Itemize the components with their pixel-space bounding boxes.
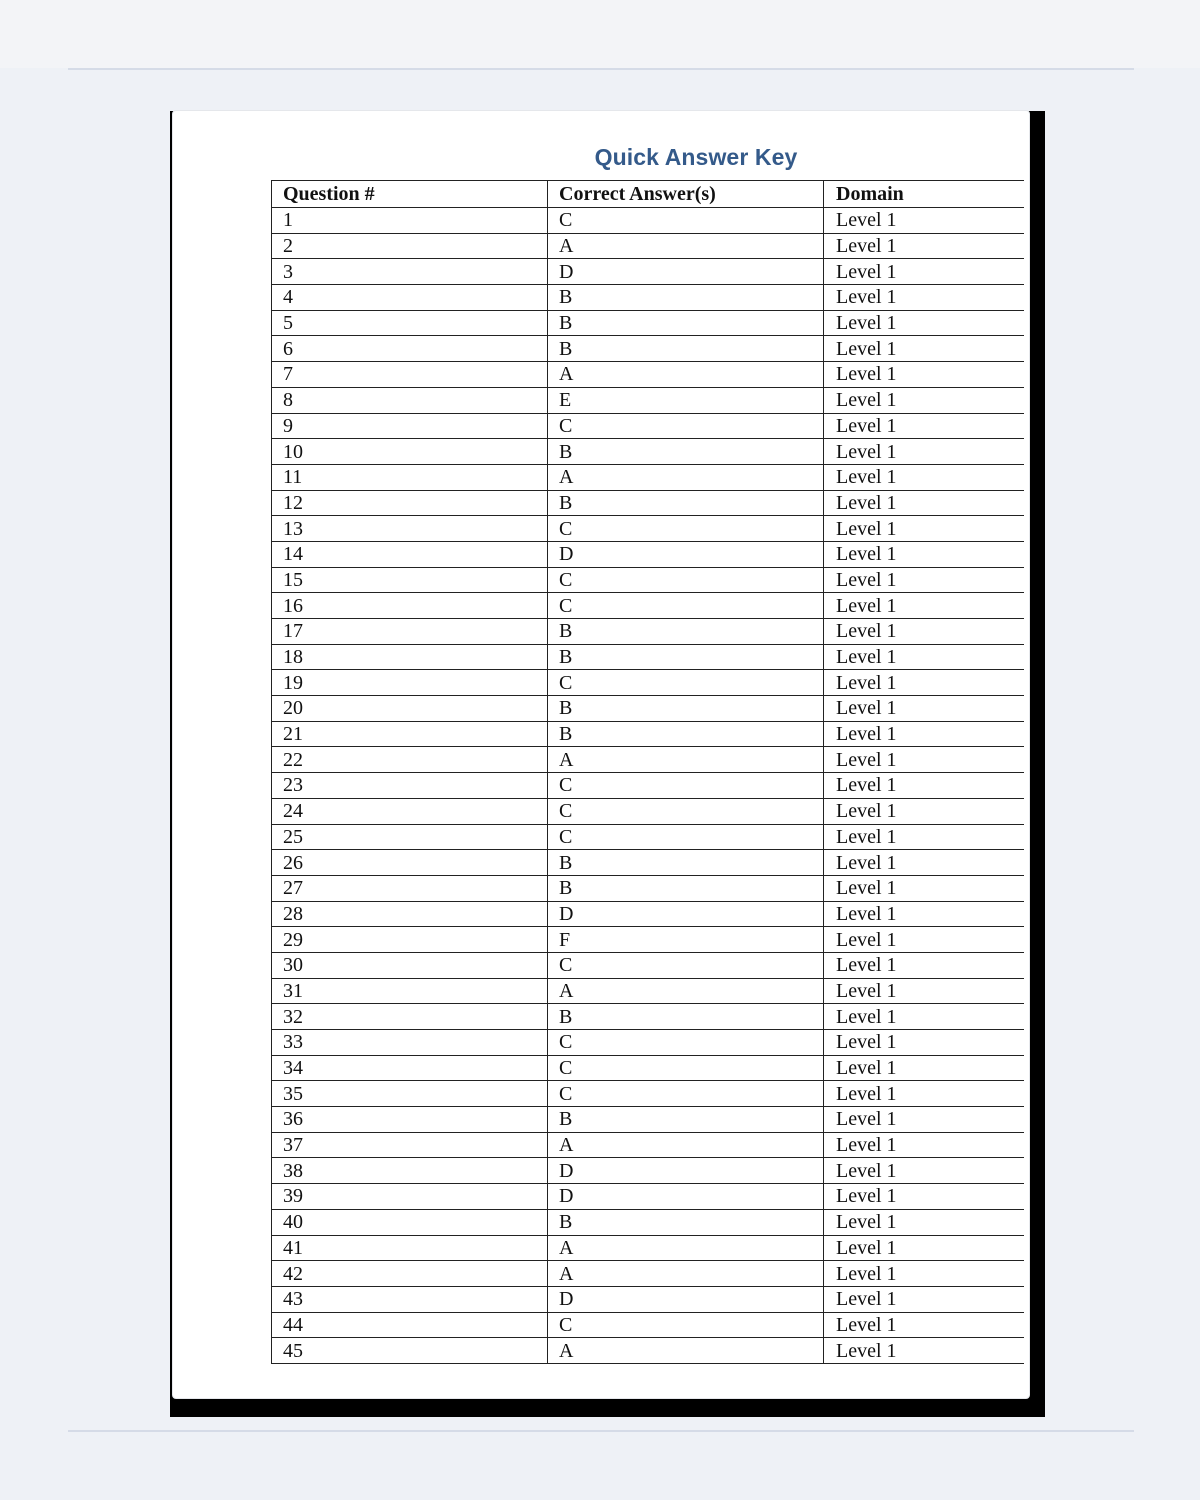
- table-row: [272, 798, 1024, 824]
- question-number-cell: 24: [272, 798, 548, 824]
- domain-cell: Level 1: [824, 1081, 1024, 1107]
- table-row: [272, 285, 1024, 311]
- correct-answer-cell: A: [548, 362, 824, 388]
- correct-answer-cell: A: [548, 978, 824, 1004]
- table-row: [272, 901, 1024, 927]
- question-number-cell: 40: [272, 1209, 548, 1235]
- domain-cell: Level 1: [824, 259, 1024, 285]
- domain-cell: Level 1: [824, 1209, 1024, 1235]
- table-row: [272, 1338, 1024, 1364]
- correct-answer-cell: B: [548, 439, 824, 465]
- question-number-cell: 6: [272, 336, 548, 362]
- correct-answer-cell: A: [548, 1338, 824, 1364]
- question-number-cell: 28: [272, 901, 548, 927]
- domain-cell: Level 1: [824, 670, 1024, 696]
- domain-cell: Level 1: [824, 747, 1024, 773]
- correct-answer-cell: C: [548, 1081, 824, 1107]
- question-number-cell: 10: [272, 439, 548, 465]
- correct-answer-cell: B: [548, 696, 824, 722]
- question-number-cell: 43: [272, 1286, 548, 1312]
- viewer-top-divider: [68, 68, 1134, 70]
- question-number-cell: 29: [272, 927, 548, 953]
- domain-cell: Level 1: [824, 1030, 1024, 1056]
- domain-cell: Level 1: [824, 952, 1024, 978]
- table-row: [272, 1055, 1024, 1081]
- table-row: [272, 1158, 1024, 1184]
- question-number-cell: 37: [272, 1132, 548, 1158]
- table-row: [272, 978, 1024, 1004]
- question-number-cell: 11: [272, 464, 548, 490]
- correct-answer-cell: A: [548, 1132, 824, 1158]
- table-row: [272, 619, 1024, 645]
- question-number-cell: 2: [272, 233, 548, 259]
- domain-cell: Level 1: [824, 1286, 1024, 1312]
- domain-cell: Level 1: [824, 1184, 1024, 1210]
- document-title: Quick Answer Key: [594, 144, 798, 170]
- correct-answer-cell: B: [548, 1107, 824, 1133]
- question-number-cell: 36: [272, 1107, 548, 1133]
- domain-cell: Level 1: [824, 1235, 1024, 1261]
- table-row: [272, 875, 1024, 901]
- correct-answer-cell: C: [548, 824, 824, 850]
- domain-cell: Level 1: [824, 1132, 1024, 1158]
- question-number-cell: 42: [272, 1261, 548, 1287]
- correct-answer-cell: D: [548, 541, 824, 567]
- correct-answer-cell: D: [548, 259, 824, 285]
- question-number-cell: 32: [272, 1004, 548, 1030]
- table-row: [272, 644, 1024, 670]
- correct-answer-cell: B: [548, 310, 824, 336]
- question-number-cell: 30: [272, 952, 548, 978]
- domain-cell: Level 1: [824, 541, 1024, 567]
- domain-cell: Level 1: [824, 208, 1024, 234]
- table-row: [272, 1081, 1024, 1107]
- domain-cell: Level 1: [824, 1158, 1024, 1184]
- correct-answer-cell: B: [548, 850, 824, 876]
- table-row: [272, 387, 1024, 413]
- question-number-cell: 13: [272, 516, 548, 542]
- question-number-cell: 39: [272, 1184, 548, 1210]
- correct-answer-cell: B: [548, 644, 824, 670]
- table-row: [272, 1132, 1024, 1158]
- correct-answer-cell: C: [548, 1312, 824, 1338]
- table-row: [272, 696, 1024, 722]
- domain-cell: Level 1: [824, 413, 1024, 439]
- correct-answer-cell: B: [548, 490, 824, 516]
- table-row: [272, 1184, 1024, 1210]
- correct-answer-cell: A: [548, 1235, 824, 1261]
- column-header-domain: Domain: [824, 181, 1024, 208]
- table-row: [272, 1030, 1024, 1056]
- question-number-cell: 8: [272, 387, 548, 413]
- domain-cell: Level 1: [824, 233, 1024, 259]
- domain-cell: Level 1: [824, 798, 1024, 824]
- correct-answer-cell: C: [548, 567, 824, 593]
- domain-cell: Level 1: [824, 1312, 1024, 1338]
- correct-answer-cell: C: [548, 413, 824, 439]
- question-number-cell: 33: [272, 1030, 548, 1056]
- question-number-cell: 34: [272, 1055, 548, 1081]
- domain-cell: Level 1: [824, 490, 1024, 516]
- domain-cell: Level 1: [824, 1338, 1024, 1364]
- table-row: [272, 1235, 1024, 1261]
- question-number-cell: 16: [272, 593, 548, 619]
- table-header-row: [272, 181, 1024, 208]
- question-number-cell: 1: [272, 208, 548, 234]
- correct-answer-cell: F: [548, 927, 824, 953]
- viewer-top-band: [0, 0, 1200, 68]
- domain-cell: Level 1: [824, 567, 1024, 593]
- question-number-cell: 4: [272, 285, 548, 311]
- table-row: [272, 593, 1024, 619]
- domain-cell: Level 1: [824, 978, 1024, 1004]
- correct-answer-cell: C: [548, 1030, 824, 1056]
- correct-answer-cell: C: [548, 798, 824, 824]
- table-row: [272, 464, 1024, 490]
- viewer-bottom-divider: [68, 1430, 1134, 1432]
- question-number-cell: 38: [272, 1158, 548, 1184]
- question-number-cell: 3: [272, 259, 548, 285]
- column-header-question: Question #: [272, 181, 548, 208]
- table-row: [272, 490, 1024, 516]
- table-row: [272, 747, 1024, 773]
- table-row: [272, 541, 1024, 567]
- question-number-cell: 17: [272, 619, 548, 645]
- question-number-cell: 20: [272, 696, 548, 722]
- question-number-cell: 7: [272, 362, 548, 388]
- table-row: [272, 927, 1024, 953]
- correct-answer-cell: B: [548, 336, 824, 362]
- correct-answer-cell: B: [548, 721, 824, 747]
- correct-answer-cell: A: [548, 464, 824, 490]
- correct-answer-cell: B: [548, 619, 824, 645]
- question-number-cell: 9: [272, 413, 548, 439]
- correct-answer-cell: C: [548, 593, 824, 619]
- domain-cell: Level 1: [824, 619, 1024, 645]
- correct-answer-cell: C: [548, 1055, 824, 1081]
- domain-cell: Level 1: [824, 1055, 1024, 1081]
- question-number-cell: 31: [272, 978, 548, 1004]
- question-number-cell: 5: [272, 310, 548, 336]
- table-row: [272, 1107, 1024, 1133]
- domain-cell: Level 1: [824, 644, 1024, 670]
- question-number-cell: 27: [272, 875, 548, 901]
- table-row: [272, 362, 1024, 388]
- question-number-cell: 45: [272, 1338, 548, 1364]
- table-row: [272, 1312, 1024, 1338]
- question-number-cell: 12: [272, 490, 548, 516]
- correct-answer-cell: D: [548, 901, 824, 927]
- correct-answer-cell: C: [548, 773, 824, 799]
- table-row: [272, 670, 1024, 696]
- question-number-cell: 22: [272, 747, 548, 773]
- question-number-cell: 18: [272, 644, 548, 670]
- correct-answer-cell: A: [548, 233, 824, 259]
- table-row: [272, 1209, 1024, 1235]
- question-number-cell: 21: [272, 721, 548, 747]
- domain-cell: Level 1: [824, 1107, 1024, 1133]
- table-row: [272, 208, 1024, 234]
- domain-cell: Level 1: [824, 464, 1024, 490]
- table-row: [272, 824, 1024, 850]
- domain-cell: Level 1: [824, 285, 1024, 311]
- correct-answer-cell: B: [548, 875, 824, 901]
- table-row: [272, 1004, 1024, 1030]
- document-page: [172, 110, 1030, 1399]
- correct-answer-cell: C: [548, 516, 824, 542]
- question-number-cell: 44: [272, 1312, 548, 1338]
- question-number-cell: 14: [272, 541, 548, 567]
- table-row: [272, 773, 1024, 799]
- domain-cell: Level 1: [824, 901, 1024, 927]
- correct-answer-cell: B: [548, 285, 824, 311]
- question-number-cell: 19: [272, 670, 548, 696]
- table-row: [272, 233, 1024, 259]
- table-row: [272, 1261, 1024, 1287]
- correct-answer-cell: D: [548, 1286, 824, 1312]
- correct-answer-cell: C: [548, 670, 824, 696]
- table-row: [272, 336, 1024, 362]
- domain-cell: Level 1: [824, 310, 1024, 336]
- correct-answer-cell: C: [548, 208, 824, 234]
- domain-cell: Level 1: [824, 927, 1024, 953]
- domain-cell: Level 1: [824, 387, 1024, 413]
- correct-answer-cell: E: [548, 387, 824, 413]
- domain-cell: Level 1: [824, 336, 1024, 362]
- correct-answer-cell: D: [548, 1184, 824, 1210]
- column-header-correct-answer: Correct Answer(s): [548, 181, 824, 208]
- domain-cell: Level 1: [824, 850, 1024, 876]
- question-number-cell: 15: [272, 567, 548, 593]
- domain-cell: Level 1: [824, 721, 1024, 747]
- question-number-cell: 41: [272, 1235, 548, 1261]
- answer-key-body: [272, 208, 1024, 1364]
- table-row: [272, 1286, 1024, 1312]
- table-row: [272, 850, 1024, 876]
- table-row: [272, 310, 1024, 336]
- table-row: [272, 721, 1024, 747]
- table-row: [272, 516, 1024, 542]
- domain-cell: Level 1: [824, 593, 1024, 619]
- correct-answer-cell: D: [548, 1158, 824, 1184]
- table-row: [272, 413, 1024, 439]
- answer-key-table: [271, 180, 1024, 1364]
- table-row: [272, 439, 1024, 465]
- question-number-cell: 35: [272, 1081, 548, 1107]
- table-row: [272, 952, 1024, 978]
- domain-cell: Level 1: [824, 439, 1024, 465]
- question-number-cell: 23: [272, 773, 548, 799]
- domain-cell: Level 1: [824, 875, 1024, 901]
- table-row: [272, 567, 1024, 593]
- correct-answer-cell: A: [548, 1261, 824, 1287]
- domain-cell: Level 1: [824, 516, 1024, 542]
- domain-cell: Level 1: [824, 362, 1024, 388]
- correct-answer-cell: B: [548, 1004, 824, 1030]
- domain-cell: Level 1: [824, 696, 1024, 722]
- question-number-cell: 26: [272, 850, 548, 876]
- table-row: [272, 259, 1024, 285]
- domain-cell: Level 1: [824, 824, 1024, 850]
- correct-answer-cell: C: [548, 952, 824, 978]
- correct-answer-cell: A: [548, 747, 824, 773]
- correct-answer-cell: B: [548, 1209, 824, 1235]
- domain-cell: Level 1: [824, 1261, 1024, 1287]
- question-number-cell: 25: [272, 824, 548, 850]
- domain-cell: Level 1: [824, 1004, 1024, 1030]
- domain-cell: Level 1: [824, 773, 1024, 799]
